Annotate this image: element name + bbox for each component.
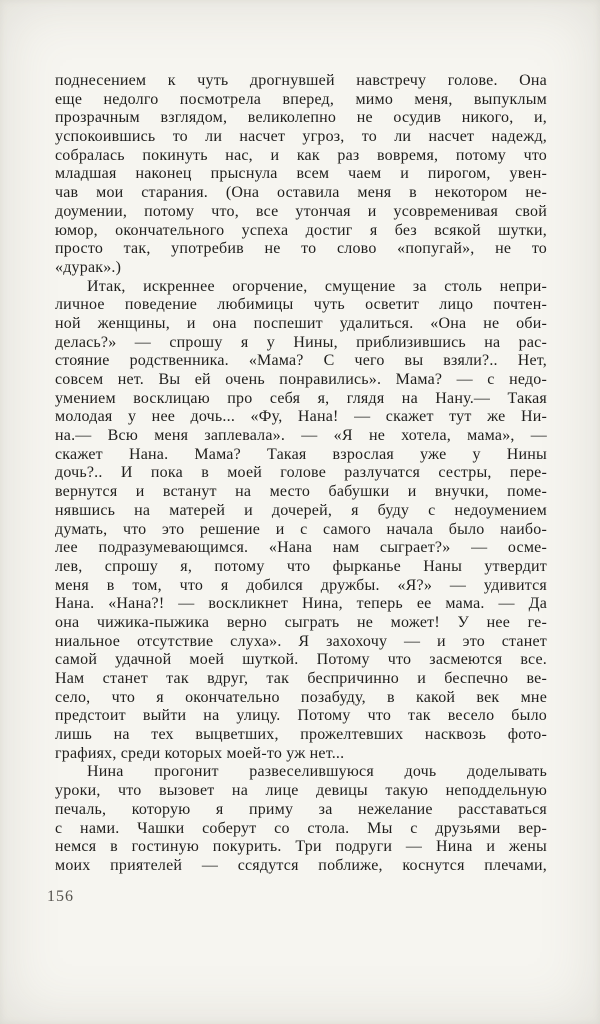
text-line: молодая у нее дочь... «Фу, Нана! — скажет тут же Ни-: [55, 408, 547, 426]
text-line: с нами. Чашки соберут со стола. Мы с друзьями вер-: [55, 819, 547, 837]
paragraph: [55, 278, 547, 764]
text-line: она чижика-пыжика верно сыграть не может! У нее ге-: [55, 613, 547, 631]
text-line: ниальное отсутствие слуха». Я захохочу — и это станет: [55, 632, 547, 650]
text-line: еще недолго посмотрела вперед, мимо меня, выпуклым: [55, 90, 547, 108]
text-line: ной женщины, и она поспешит удалиться. «Она не оби-: [55, 314, 547, 332]
text-line: чав мои старания. (Она оставила меня в некотором не-: [55, 184, 547, 202]
text-line: село, что я окончательно позабуду, в какой век мне: [55, 688, 547, 706]
text-line: думать, что это решение и с самого начала было наибо-: [55, 520, 547, 538]
text-line: самой удачной моей шуткой. Потому что засмеются все.: [55, 651, 547, 669]
text-line: просто так, употребив не то слово «попугай», не то: [55, 240, 547, 258]
text-line: Нам станет так вдруг, так беспричинно и беспечно ве-: [55, 670, 547, 687]
paragraph: [55, 763, 547, 875]
text-line: делась?» — спрошу я у Нины, приблизившись на рас-: [55, 333, 547, 351]
text-line: прозрачным взглядом, великолепно не осудив никого, и,: [55, 109, 547, 127]
page-number: 156: [47, 888, 74, 905]
text-line: меня в том, что я добился дружбы. «Я?» — удивится: [55, 576, 547, 594]
text-line: собралась покинуть нас, и как раз вовремя, потому что: [55, 146, 547, 164]
text-line: уроки, что вызовет на лице девицы такую неподдельную: [55, 782, 547, 800]
text-line: лее подразумевающимся. «Нана нам сыграет?» — осме-: [55, 539, 547, 557]
text-line: немся в гостиную покурить. Три подруги — Нина и жены: [55, 838, 547, 856]
text-line: личное поведение любимицы чуть осветит лицо почтен-: [55, 296, 547, 314]
text-line: на.— Всю меня заплевала». — «Я не хотела, мама», —: [55, 427, 547, 445]
text-line: печаль, которую я приму за нежелание расставаться: [55, 800, 547, 818]
text-line: доумении, потому что, все утончая и усовременивая свой: [55, 202, 547, 220]
page-text-block: [55, 72, 547, 876]
paragraph-continuation: [55, 72, 547, 278]
text-line: поднесением к чуть дрогнувшей навстречу голове. Она: [55, 72, 547, 89]
text-line: юмор, окончательного успеха достиг я без всякой шутки,: [55, 221, 547, 239]
text-line: младшая наконец прыснула всем чаем и пирогом, увен-: [55, 165, 547, 183]
text-line: вернутся и встанут на место бабушки и внучки, поме-: [55, 483, 547, 501]
text-line: успокоившись то ли насчет угроз, то ли насчет надежд,: [55, 128, 547, 146]
text-line: лишь на тех выцветших, прожелтевших насквозь фото-: [55, 726, 547, 744]
text-line: совсем нет. Вы ей очень понравились». Мама? — с недо-: [55, 371, 547, 388]
text-line: Нана. «Нана?! — воскликнет Нина, теперь ее мама. — Да: [55, 595, 547, 613]
text-line: предстоит выйти на улицу. Потому что так весело было: [55, 707, 547, 725]
text-line: Нина прогонит развеселившуюся дочь доделывать: [87, 763, 547, 781]
text-line: умением восклицаю про себя я, глядя на Нану.— Такая: [55, 389, 547, 407]
text-line: нявшись на матерей и дочерей, я буду с недоумением: [55, 501, 547, 519]
text-line: графиях, среди которых моей-то уж нет...: [55, 744, 345, 762]
text-line: Итак, искреннее огорчение, смущение за столь непри-: [87, 277, 547, 295]
text-line: скажет Нана. Мама? Такая взрослая уже у Нины: [55, 445, 547, 463]
text-line: моих приятелей — ссядутся поближе, коснутся плечами,: [55, 856, 547, 874]
text-line: дочь?.. И пока в моей голове разлучатся сестры, пере-: [55, 464, 547, 482]
text-line: лев, спрошу я, потому что фырканье Наны утвердит: [55, 557, 547, 575]
text-line: «дурак».): [55, 258, 122, 276]
text-line: стояние родственника. «Мама? С чего вы взяли?.. Нет,: [55, 352, 547, 370]
